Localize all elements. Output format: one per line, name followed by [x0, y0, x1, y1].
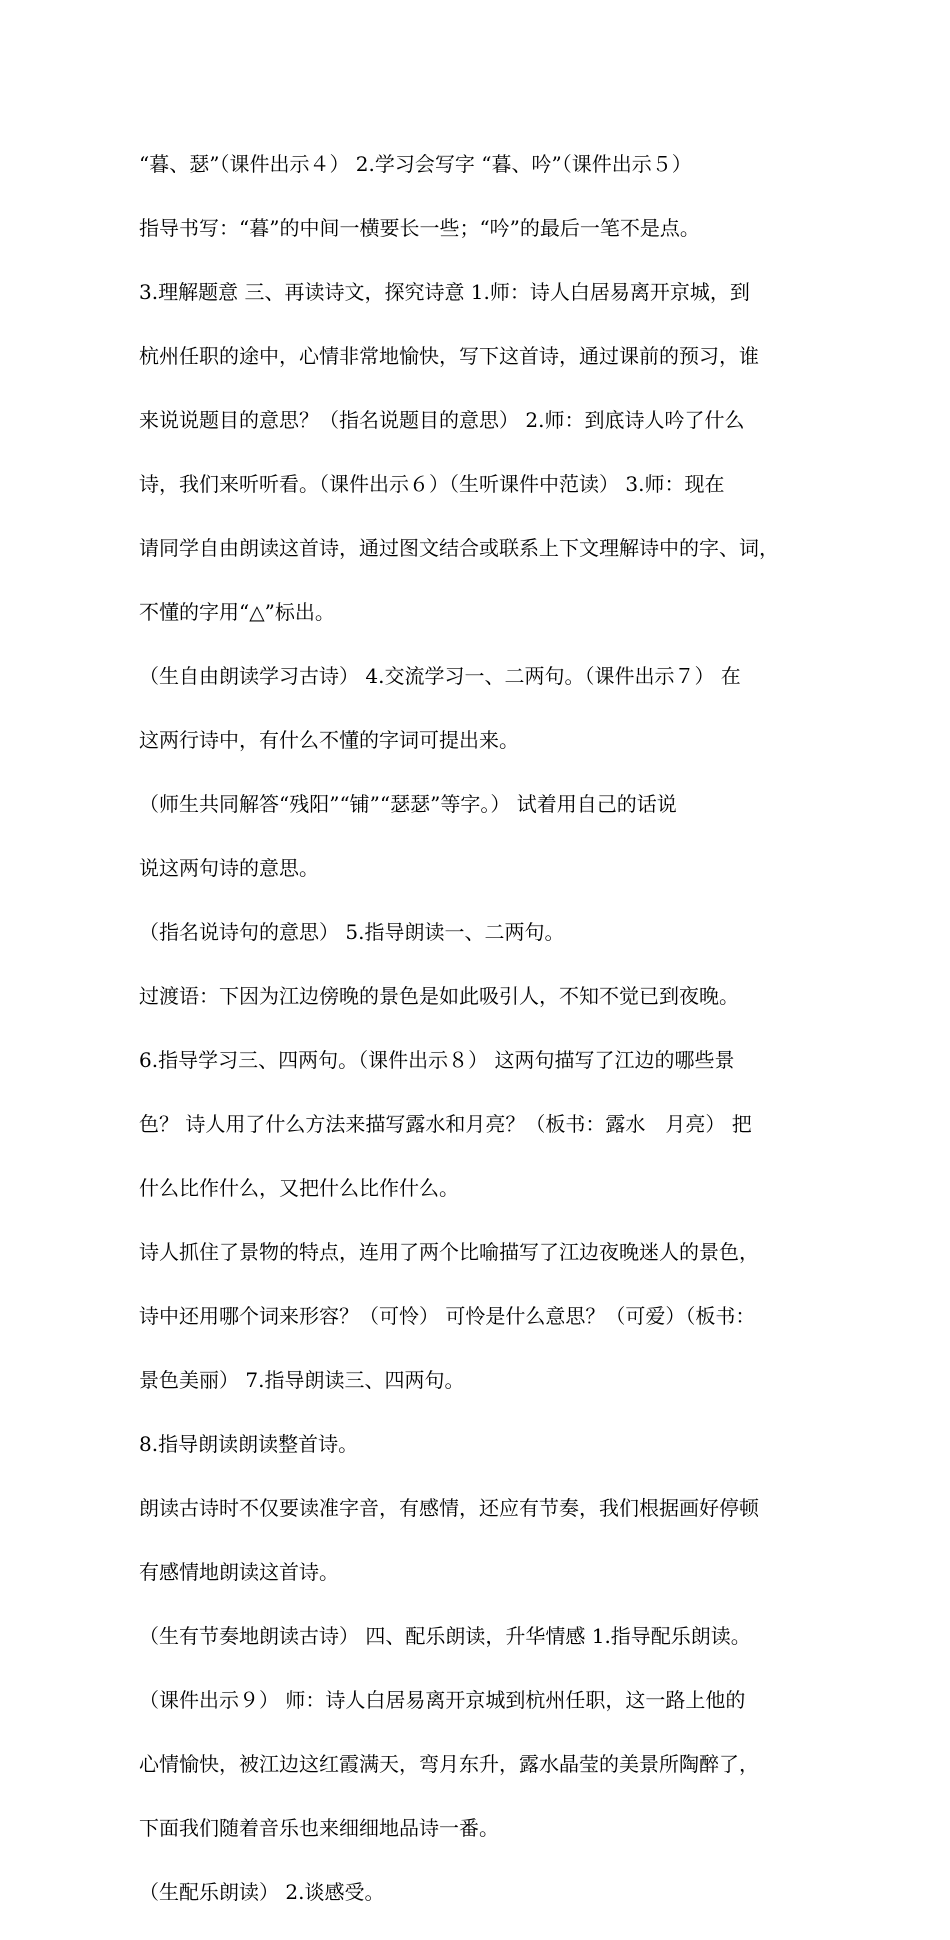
text-line: （生自由朗读学习古诗） 4.交流学习一、二两句。（课件出示７） 在	[139, 664, 741, 688]
text-line: （课件出示９） 师：诗人白居易离开京城到杭州任职，这一路上他的	[139, 1688, 746, 1712]
text-line: “暮、瑟”（课件出示４） 2.学习会写字 “暮、吟”（课件出示５）	[139, 152, 692, 176]
text-line: 诗人抓住了景物的特点，连用了两个比喻描写了江边夜晚迷人的景色，	[139, 1240, 759, 1264]
text-line: 这两行诗中，有什么不懂的字词可提出来。	[139, 728, 519, 752]
text-line: 下面我们随着音乐也来细细地品诗一番。	[139, 1816, 499, 1840]
text-line: 杭州任职的途中，心情非常地愉快，写下这首诗，通过课前的预习，谁	[139, 344, 759, 368]
text-line: 请同学自由朗读这首诗，通过图文结合或联系上下文理解诗中的字、词，	[139, 536, 779, 560]
text-line: 指导书写：“暮”的中间一横要长一些；“吟”的最后一笔不是点。	[139, 216, 700, 240]
text-line: 8.指导朗读朗读整首诗。	[139, 1432, 359, 1456]
text-line: 景色美丽） 7.指导朗读三、四两句。	[139, 1368, 465, 1392]
text-line: 6.指导学习三、四两句。（课件出示８） 这两句描写了江边的哪些景	[139, 1048, 735, 1072]
text-line: （生有节奏地朗读古诗） 四、配乐朗读，升华情感 1.指导配乐朗读。	[139, 1624, 751, 1648]
text-line: 心情愉快，被江边这红霞满天，弯月东升，露水晶莹的美景所陶醉了，	[139, 1752, 759, 1776]
text-line: 色？ 诗人用了什么方法来描写露水和月亮？（板书：露水 月亮） 把	[139, 1112, 752, 1136]
text-line: 不懂的字用“△”标出。	[139, 600, 335, 624]
text-line: 来说说题目的意思？（指名说题目的意思） 2.师：到底诗人吟了什么	[139, 408, 745, 432]
text-line: （生配乐朗读） 2.谈感受。	[139, 1880, 385, 1904]
text-line: 过渡语：下因为江边傍晚的景色是如此吸引人，不知不觉已到夜晚。	[139, 984, 739, 1008]
text-line: 诗中还用哪个词来形容？（可怜） 可怜是什么意思？（可爱）（板书：	[139, 1304, 756, 1328]
text-line: 3.理解题意 三、再读诗文，探究诗意 1.师：诗人白居易离开京城，到	[139, 280, 750, 304]
text-line: 有感情地朗读这首诗。	[139, 1560, 339, 1584]
text-line: 什么比作什么，又把什么比作什么。	[139, 1176, 459, 1200]
text-line: 诗，我们来听听看。（课件出示６）（生听课件中范读） 3.师：现在	[139, 472, 725, 496]
text-line: （指名说诗句的意思） 5.指导朗读一、二两句。	[139, 920, 565, 944]
text-line: 说这两句诗的意思。	[139, 856, 319, 880]
text-line: （师生共同解答“残阳”“铺”“瑟瑟”等字。） 试着用自己的话说	[139, 792, 677, 816]
text-line: 朗读古诗时不仅要读准字音，有感情，还应有节奏，我们根据画好停顿	[139, 1496, 759, 1520]
lesson-text	[139, 116, 829, 1940]
